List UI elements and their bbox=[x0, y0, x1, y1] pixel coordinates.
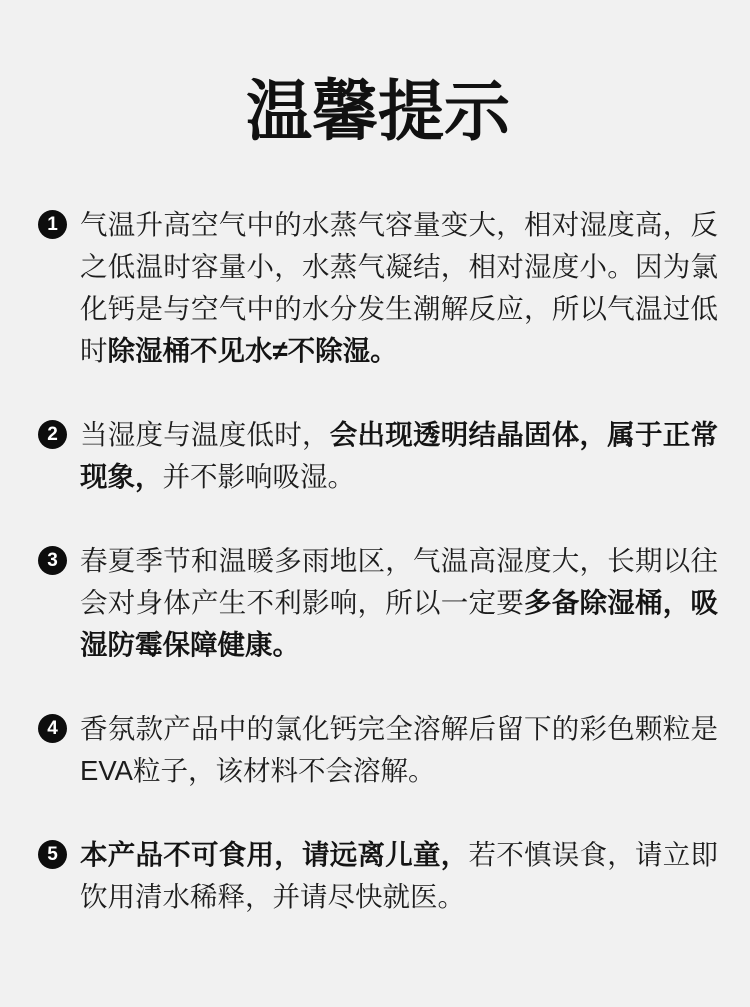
tip-text-emphasis: 多备除湿桶，吸湿防霉保障健康。 bbox=[80, 587, 718, 660]
tip-text bbox=[80, 540, 718, 666]
tip-number-badge: 3 bbox=[38, 546, 67, 575]
tip-item bbox=[38, 414, 718, 498]
tip-text-segment: 气温升高空气中的水蒸气容量变大，相对湿度高，反之低温时容量小，水蒸气凝结，相对湿度小。因为氯化钙是与空气中的水分发生潮解反应，所以气温过低时 bbox=[80, 209, 718, 366]
tip-number-badge: 4 bbox=[38, 714, 67, 743]
tip-item bbox=[38, 834, 718, 918]
tip-text-emphasis: 除湿桶不见水≠不除湿。 bbox=[107, 335, 398, 366]
tip-number-badge: 1 bbox=[38, 210, 67, 239]
tip-text-segment: 香氛款产品中的氯化钙完全溶解后留下的彩色颗粒是EVA粒子，该材料不会溶解。 bbox=[80, 713, 718, 786]
tip-item bbox=[38, 540, 718, 666]
tip-text bbox=[80, 708, 718, 792]
tip-text bbox=[80, 834, 718, 918]
tips-list bbox=[38, 204, 718, 918]
tip-number-badge: 2 bbox=[38, 420, 67, 449]
tip-text-segment: 若不慎误食，请立即饮用清水稀释，并请尽快就医。 bbox=[80, 839, 718, 912]
tip-item bbox=[38, 204, 718, 372]
tip-text-segment: 春夏季节和温暖多雨地区，气温高湿度大，长期以往会对身体产生不利影响，所以一定要 bbox=[80, 545, 718, 618]
tip-text bbox=[80, 414, 718, 498]
tip-text bbox=[80, 204, 718, 372]
tip-text-segment: 当湿度与温度低时， bbox=[80, 419, 330, 450]
tip-text-segment: 并不影响吸湿。 bbox=[162, 461, 355, 492]
tip-item bbox=[38, 708, 718, 792]
page-title: 温馨提示 bbox=[246, 74, 510, 148]
tip-text-emphasis: 会出现透明结晶固体，属于正常现象， bbox=[80, 419, 718, 492]
tip-text-emphasis: 本产品不可食用，请远离儿童， bbox=[80, 839, 469, 870]
tip-number-badge: 5 bbox=[38, 840, 67, 869]
